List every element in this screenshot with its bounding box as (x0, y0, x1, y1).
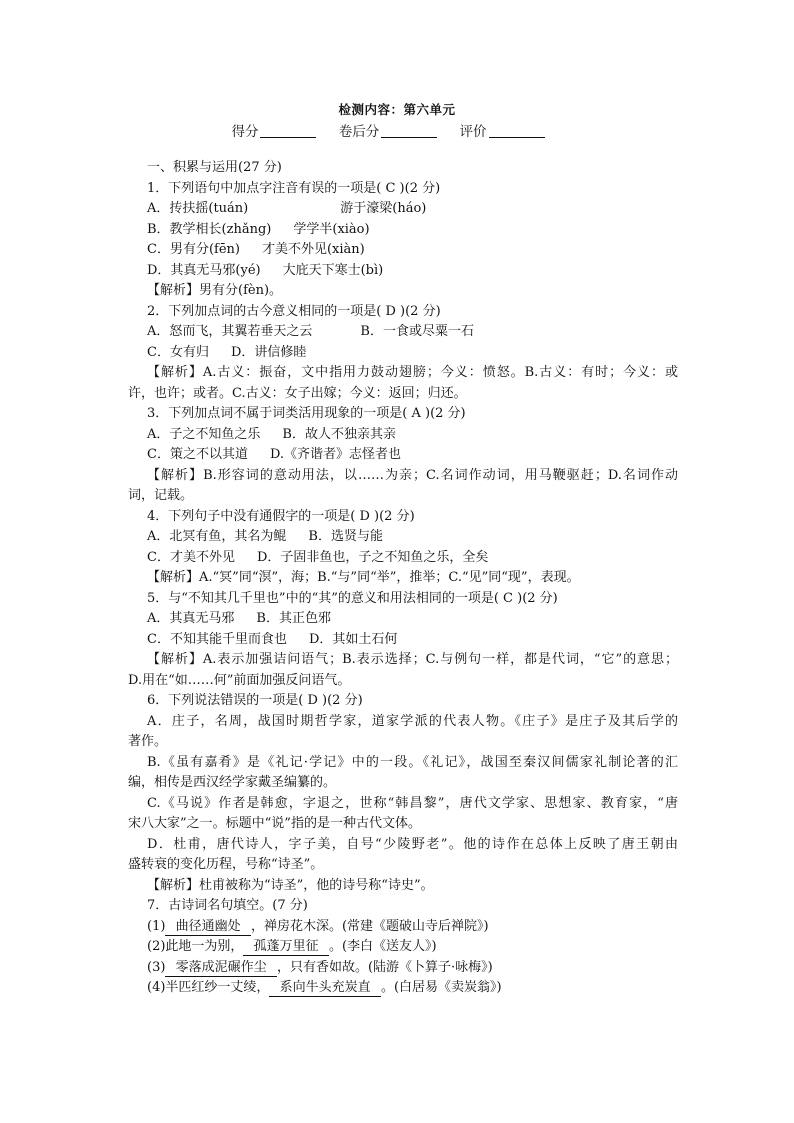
paper-score-label: 卷后分 (338, 124, 380, 140)
text-line-q4x: 【解析】A.“冥”同“溟”，海；B.“与”同“举”，推举；C.“见”同“现”，表现。 (147, 570, 580, 585)
text-line-q6b2: 编，相传是西汉经学家戴圣编纂的。 (128, 775, 337, 790)
text-line-q4b (128, 548, 678, 569)
option-text: C．策之不以其道 (147, 447, 248, 462)
text-line-q2x1: 【解析】A.古义：振奋，文中指用力鼓动翅膀；今义：愤怒。B.古义：有时；今义：或 (147, 365, 678, 380)
fill-answer[interactable]: 曲径通幽处 (167, 918, 249, 934)
text-line-q6a1: A．庄子，名周，战国时期哲学家，道家学派的代表人物。《庄子》是庄子及其后学的 (147, 713, 678, 729)
option-text: C．才美不外见 (147, 549, 235, 565)
option-text: D．子固非鱼也，子之不知鱼之乐，全矣 (256, 549, 489, 565)
score-label: 得分 (231, 124, 259, 140)
text-line-q3x2: 词，记载。 (128, 488, 194, 503)
option-text: A．怒而飞，其翼若垂天之云 (147, 324, 313, 339)
paper-score-blank[interactable] (381, 123, 437, 138)
fill-line-f1 (128, 917, 678, 938)
text-line-q3a (128, 425, 678, 446)
page-title: 检测内容：第六单元 (338, 102, 456, 117)
fill-answer[interactable]: 零落成泥碾作尘 (167, 959, 275, 975)
score-bar (0, 120, 794, 140)
fill-suffix: 。(李白《送友人》) (328, 939, 437, 954)
option-text: C．男有分(fēn) (147, 242, 240, 257)
text-line-q2x2: 许，也许；或者。C.古义：女子出嫁；今义：返回；归还。 (128, 385, 467, 401)
option-text: D．其如土石何 (308, 631, 398, 647)
option-text: 学学半(xiào) (293, 221, 370, 237)
evaluation-label: 评价 (459, 124, 487, 140)
text-line-q6d2: 盛转衰的变化历程，号称“诗圣”。 (128, 857, 324, 872)
text-line-sec1: 一、积累与运用(27 分) (147, 160, 282, 175)
text-line-q1: 1．下列语句中加点字注音有误的一项是( C )(2 分) (147, 180, 441, 196)
option-text: A．抟扶摇(tuán) (147, 201, 249, 216)
question-content (128, 158, 678, 999)
fill-answer[interactable]: 系向牛头充炭直 (271, 980, 379, 995)
option-text: A．子之不知鱼之乐 (147, 426, 261, 442)
evaluation-blank[interactable] (489, 123, 545, 138)
text-line-q6b1: B.《虽有嘉肴》是《礼记·学记》中的一段。《礼记》，战国至秦汉间儒家礼制论著的汇 (147, 754, 678, 770)
text-line-q1c (128, 240, 678, 261)
text-line-q3: 3．下列加点词不属于词类活用现象的一项是( A )(2 分) (147, 406, 466, 421)
fill-prefix: (4)半匹红纱一丈绫， (147, 980, 270, 995)
fill-line-f4 (128, 978, 678, 999)
option-text: 才美不外见(xiàn) (261, 242, 365, 257)
fill-prefix: (3) (147, 959, 166, 975)
option-text: D．讲信修睦 (230, 344, 307, 360)
text-line-q6c1: C.《马说》作者是韩愈，字退之，世称“韩昌黎”，唐代文学家、思想家、教育家，“唐 (147, 795, 678, 811)
fill-answer[interactable]: 孤蓬万里征 (245, 939, 327, 954)
text-line-q2a (128, 322, 678, 343)
text-line-q6c2: 宋八大家”之一。标题中“说”指的是一种古代文体。 (128, 816, 421, 831)
text-line-q2: 2．下列加点词的古今意义相同的一项是( D )(2 分) (147, 303, 441, 319)
option-text: 游于濠梁(háo) (340, 201, 427, 216)
text-line-q7: 7．古诗词名句填空。(7 分) (147, 898, 308, 913)
fill-suffix: ，禅房花木深。(常建《题破山寺后禅院》) (250, 918, 489, 934)
text-line-q6a2: 著作。 (128, 734, 168, 749)
text-line-q1x: 【解析】男有分(fèn)。 (147, 283, 283, 298)
text-line-q5x1: 【解析】A.表示加强诘问语气；B.表示选择；C.与例句一样，都是代词，“它”的意思； (147, 652, 678, 667)
text-line-q4a (128, 527, 678, 548)
option-text: D．其真无马邪(yé) (147, 262, 261, 278)
text-line-q5a (128, 609, 678, 630)
text-line-q5: 5．与“不知其几千里也”中的“其”的意义和用法相同的一项是( C )(2 分) (147, 590, 558, 606)
option-text: C．女有归 (147, 344, 209, 360)
option-text: 大庇天下寒士(bì) (282, 262, 384, 278)
option-text: B．其正色邪 (256, 611, 331, 626)
fill-line-f3 (128, 958, 678, 979)
option-text: A．其真无马邪 (147, 611, 235, 626)
text-line-q3b (128, 445, 678, 466)
fill-prefix: (2)此地一为别， (147, 939, 244, 954)
fill-suffix: 。(白居易《卖炭翁》) (380, 980, 502, 995)
fill-prefix: (1) (147, 918, 166, 934)
text-line-q2b (128, 343, 678, 364)
text-line-q5b (128, 630, 678, 651)
text-line-q6d1: D．杜甫，唐代诗人，字子美，自号“少陵野老”。他的诗作在总体上反映了唐王朝由 (147, 836, 678, 852)
text-line-q1a (128, 199, 678, 220)
fill-suffix: ，只有香如故。(陆游《卜算子·咏梅》) (276, 959, 493, 975)
option-text: D.《齐谐者》志怪者也 (269, 447, 402, 462)
option-text: B．故人不独亲其亲 (282, 426, 396, 442)
text-line-q4: 4．下列句子中没有通假字的一项是( D )(2 分) (147, 508, 415, 524)
text-line-q5x2: D.用在“如……何”前面加强反问语气。 (128, 672, 351, 688)
option-text: B．选贤与能 (308, 529, 383, 544)
text-line-q3x1: 【解析】B.形容词的意动用法，以……为亲；C.名词作动词，用马鞭驱赶；D.名词作动 (147, 467, 678, 483)
fill-line-f2 (128, 937, 678, 958)
option-text: B．一食或尽粟一石 (360, 324, 474, 339)
text-line-q6x: 【解析】杜甫被称为“诗圣”，他的诗号称“诗史”。 (147, 877, 434, 893)
text-line-q6: 6．下列说法错误的一项是( D )(2 分) (147, 693, 363, 708)
text-line-q1b (128, 220, 678, 241)
option-text: A．北冥有鱼，其名为鲲 (147, 529, 287, 544)
option-text: C．不知其能千里而食也 (147, 631, 287, 647)
text-line-q1d (128, 261, 678, 282)
option-text: B．教学相长(zhǎng) (147, 221, 272, 237)
score-blank[interactable] (260, 123, 316, 138)
